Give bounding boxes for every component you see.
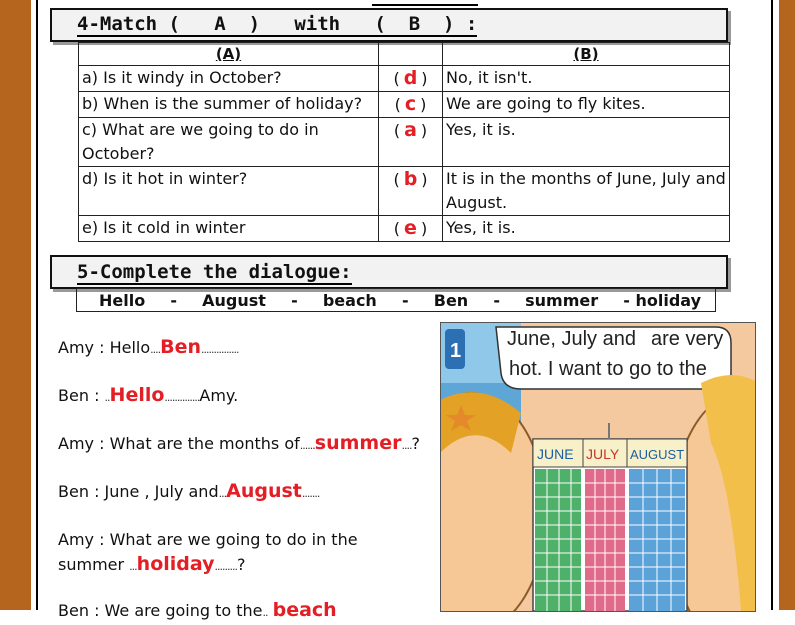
dialogue-line: summer ...holiday.........?	[58, 553, 246, 575]
b-cell: Yes, it is.	[443, 216, 730, 242]
answer-cell: ( d )	[379, 66, 443, 92]
panel-number: 1	[450, 340, 462, 362]
table-row	[79, 92, 730, 118]
word-bank-item: Ben	[433, 290, 469, 310]
month-august: AUGUST	[630, 447, 685, 462]
previous-title-fragment	[372, 0, 478, 6]
dialogue-line: Ben : June , July and...August.......	[58, 480, 320, 502]
word-bank-separator: -	[170, 290, 177, 310]
month-july: JULY	[586, 446, 620, 462]
bubble-text-2: hot. I want to go to the	[509, 358, 707, 380]
page-border-line-left	[36, 0, 38, 610]
line-text: : Hello	[99, 338, 151, 357]
filled-answer: holiday	[136, 553, 215, 575]
b-cell: We are going to fly kites.	[443, 92, 730, 118]
header-a: (A)	[79, 43, 379, 66]
filled-answer: Ben	[160, 336, 202, 358]
question-cell: d) Is it hot in winter?	[79, 167, 379, 216]
b-cell: It is in the months of June, July and August.	[443, 167, 730, 216]
section-4-title: 4-Match ( A ) with ( B ) :	[77, 13, 478, 35]
page-border-left	[0, 0, 31, 610]
line-text: : What are the months of	[99, 434, 300, 453]
line-text: : What are we going to do in the	[99, 530, 358, 549]
speaker: Amy	[58, 434, 94, 453]
answer-cell: ( e )	[379, 216, 443, 242]
speaker: summer	[58, 555, 125, 574]
page-border-right	[779, 0, 795, 610]
question-cell: c) What are we going to do in October?	[79, 118, 379, 167]
table-row	[79, 216, 730, 242]
table-row	[79, 118, 730, 167]
line-text: : June , July and	[94, 482, 219, 501]
question-cell: b) When is the summer of holiday?	[79, 92, 379, 118]
speaker: Ben	[58, 482, 89, 501]
section-5-header	[50, 255, 728, 289]
answer-letter: b	[403, 168, 418, 190]
section-4-header	[50, 8, 728, 42]
dialogue-line	[58, 528, 358, 552]
filled-answer: beach	[272, 599, 337, 621]
word-bank-separator: -	[291, 290, 298, 310]
b-cell: Yes, it is.	[443, 118, 730, 167]
dialogue-line: Ben : We are going to the.. beach	[58, 599, 337, 621]
word-bank	[76, 288, 716, 312]
word-bank-item: summer	[525, 290, 599, 310]
speaker: Ben	[58, 386, 89, 405]
word-bank-item: - holiday	[623, 290, 701, 310]
page-border-line-right	[771, 0, 773, 610]
section-5-title: 5-Complete the dialogue:	[77, 261, 352, 283]
filled-answer: Hello	[109, 384, 165, 406]
illustration-svg	[441, 323, 755, 611]
answer-letter: a	[404, 119, 417, 141]
speaker: Ben	[58, 601, 89, 620]
speaker: Amy	[58, 530, 94, 549]
header-b: (B)	[443, 43, 730, 66]
speaker: Amy	[58, 338, 94, 357]
word-bank-separator: -	[493, 290, 500, 310]
word-bank-item: beach	[322, 290, 377, 310]
header-mid	[379, 43, 443, 66]
answer-letter: d	[403, 67, 418, 89]
filled-answer: August	[226, 480, 302, 502]
answer-cell: ( b )	[379, 167, 443, 216]
bubble-text-1b: are very	[651, 328, 724, 350]
calendar-illustration	[440, 322, 756, 612]
dialogue-line: Amy : What are the months of......summer....?	[58, 432, 420, 454]
match-table-header	[79, 43, 730, 66]
b-cell: No, it isn't.	[443, 66, 730, 92]
month-june: JUNE	[537, 446, 574, 462]
word-bank-separator: -	[401, 290, 409, 310]
match-table	[78, 42, 730, 242]
question-cell: a) Is it windy in October?	[79, 66, 379, 92]
line-text: :	[94, 386, 100, 405]
question-cell: e) Is it cold in winter	[79, 216, 379, 242]
dialogue-line: Ben : ..Hello..............Amy.	[58, 384, 239, 406]
word-bank-item: August	[202, 290, 266, 310]
table-row	[79, 66, 730, 92]
answer-letter: c	[404, 93, 417, 115]
answer-cell: ( a )	[379, 118, 443, 167]
table-row	[79, 167, 730, 216]
filled-answer: summer	[314, 432, 402, 454]
dialogue-line: Amy : Hello....Ben...............	[58, 336, 239, 358]
word-bank-item: Hello	[99, 290, 146, 310]
bubble-text-1: June, July and	[507, 328, 636, 350]
line-text: : We are going to the	[94, 601, 263, 620]
answer-letter: e	[404, 217, 417, 239]
answer-cell: ( c )	[379, 92, 443, 118]
